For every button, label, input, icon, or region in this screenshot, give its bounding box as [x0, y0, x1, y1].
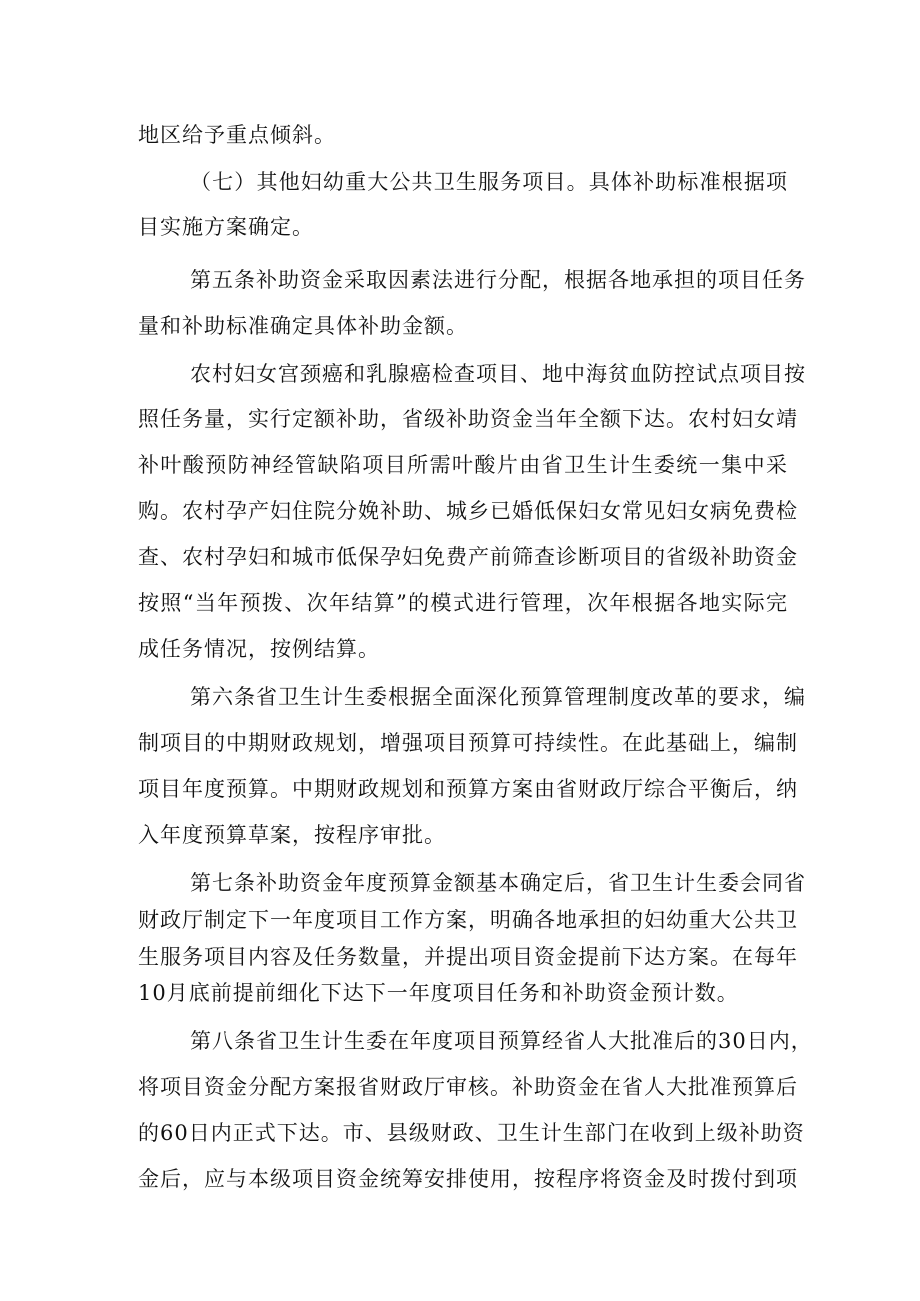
text-line: 财政厅制定下一年度项目工作方案，明确各地承担的妇幼重大公共卫: [138, 908, 798, 932]
text-line: 制项目的中期财政规划，增强项目预算可持续性。在此基础上，编制: [138, 731, 798, 755]
text-line: 照任务量，实行定额补助，省级补助资金当年全额下达。农村妇女靖: [138, 407, 798, 431]
text-line: （七）其他妇幼重大公共卫生服务项目。具体补助标准根据项: [190, 170, 788, 194]
text-line: 入年度预算草案，按程序审批。: [138, 823, 446, 847]
text-line: 量和补助标准确定具体补助金额。: [138, 314, 468, 338]
text-line: 查、农村孕妇和城市低保孕妇免费产前筛查诊断项目的省级补助资金: [138, 545, 798, 569]
text-line: 金后，应与本级项目资金统筹安排使用，按程序将资金及时拨付到项: [138, 1167, 798, 1191]
text-line: 第六条省卫生计生委根据全面深化预算管理制度改革的要求，编: [190, 685, 806, 709]
text-line: 目实施方案确定。: [138, 215, 314, 239]
text-line: 第五条补助资金采取因素法进行分配，根据各地承担的项目任务: [190, 268, 806, 292]
text-line: 购。农村孕产妇住院分娩补助、城乡已婚低保妇女常见妇女病免费检: [138, 499, 798, 523]
text-line: 的60日内正式下达。市、县级财政、卫生计生部门在收到上级补助资: [138, 1121, 805, 1145]
text-line: 补叶酸预防神经管缺陷项目所需叶酸片由省卫生计生委统一集中采: [138, 453, 788, 477]
text-line: 将项目资金分配方案报省财政厅审核。补助资金在省人大批准预算后: [138, 1075, 798, 1099]
text-line: 农村妇女宫颈癌和乳腺癌检查项目、地中海贫血防控试点项目按: [190, 362, 806, 386]
text-line: 第七条补助资金年度预算金额基本确定后，省卫生计生委会同省: [190, 871, 806, 895]
text-line: 地区给予重点倾斜。: [138, 123, 336, 147]
text-line: 第八条省卫生计生委在年度项目预算经省人大批准后的30日内，: [190, 1029, 813, 1053]
text-line: 成任务情况，按例结算。: [138, 637, 380, 661]
text-line: 项目年度预算。中期财政规划和预算方案由省财政厅综合平衡后，纳: [138, 777, 798, 801]
text-line: 生服务项目内容及任务数量，并提出项目资金提前下达方案。在每年: [138, 945, 798, 969]
text-line: 按照“当年预拨、次年结算”的模式进行管理，次年根据各地实际完: [138, 591, 788, 615]
text-line: 10月底前提前细化下达下一年度项目任务和补助资金预计数。: [138, 981, 739, 1005]
